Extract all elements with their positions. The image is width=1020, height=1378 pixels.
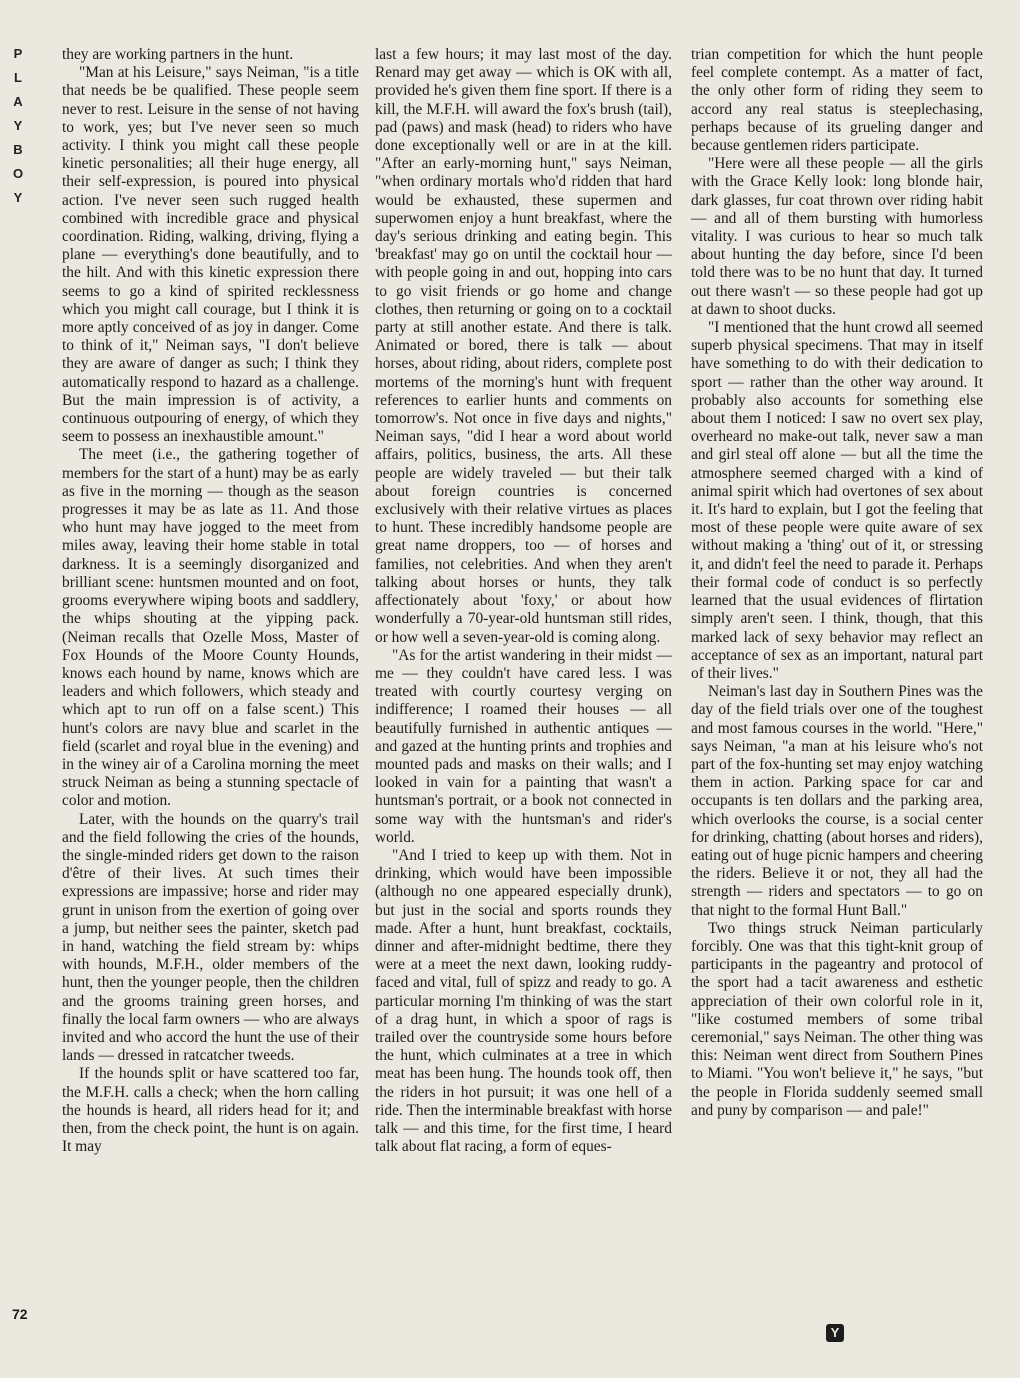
text-column-2	[375, 46, 672, 1156]
paragraph: Later, with the hounds on the quarry's trail and the field following the cries of the hounds, the single-minded riders get down to the raison d'être of their lives. At such times their expressions are impassive; horse and rider may grunt in unison from the exertion of going over a jump, but neither sees the painter, sketch pad in hand, watching the field stream by: whips with hounds, M.F.H., older members of the hunt, then the younger people, then the children and the grooms training green horses, and finally the local farm owners — who are always invited and who accord the hunt the use of their lands — dressed in ratcatcher tweeds.	[62, 810, 359, 1065]
end-of-article-mark: Y	[826, 1324, 844, 1342]
magazine-letter: A	[13, 94, 23, 109]
magazine-letter: P	[13, 46, 23, 61]
text-column-3	[691, 46, 983, 1120]
paragraph: "I mentioned that the hunt crowd all seemed superb physical specimens. That may in itself have something to do with their dedication to sport — rather than the other way around. It probably also accounts for something else about them I noticed: I saw no overt sex play, overheard no make-out talk, never saw a man and girl steal off alone — but all the time the atmosphere seemed charged with a kind of animal spirit which had overtones of sex about it. It's hard to explain, but I got the feeling that most of these people were quite aware of sex without making a 'thing' out of it, or stressing it, and didn't feel the need to parade it. Perhaps their formal code of conduct is so perfectly learned that the usual evidences of flirtation simply aren't seen. I think, though, that this marked lack of sexy behavior may reflect an acceptance of sex as an important, natural part of their lives."	[691, 319, 983, 682]
magazine-letter: Y	[13, 118, 23, 133]
paragraph: they are working partners in the hunt.	[62, 46, 294, 63]
paragraph: "Here were all these people — all the girls with the Grace Kelly look: long blonde hair, dark glasses, fur coat thrown over riding habit — and all of them bursting with humorless vitality. I was curious to hear so much talk about hunting the day before, since I'd been told there was to be no hunt that day. It turned out there wasn't — so these people had got up at dawn to shoot ducks.	[691, 155, 983, 318]
paragraph: Two things struck Neiman particularly forcibly. One was that this tight-knit group of participants in the pageantry and protocol of the sport had a tacit awareness and esthetic appreciation of their own colorful role in it, "like costumed members of some tribal ceremonial," says Neiman. The other thing was this: Neiman went direct from Southern Pines to Miami. "You won't believe it," he says, "but the people in Florida suddenly seemed small and puny by comparison — and pale!"	[691, 919, 983, 1119]
paragraph: Neiman's last day in Southern Pines was the day of the field trials over one of the toughest and most famous courses in the world. "Here," says Neiman, "a man at his leisure who's not part of the fox-hunting set may enjoy watching them in action. Parking space for car and occupants is ten dollars and the parking area, which overlooks the course, is a social center for drinking, chatting (about horses and riders), eating out of huge picnic hampers and cheering the riders. Believe it or not, they all had the strength — riders and spectators — to go on that night to the formal Hunt Ball."	[691, 683, 983, 919]
magazine-name-vertical	[10, 42, 26, 210]
text-column-1	[62, 46, 359, 1156]
paragraph: The meet (i.e., the gathering together of members for the start of a hunt) may be as early as five in the morning — though as the season progresses it may be as late as 11. And those who hunt may have jogged to the meet from miles away, leaving their home stable in total darkness. It is a seemingly disorganized and brilliant scene: huntsmen mounted and on foot, grooms everywhere wiping boots and saddlery, the whips shouting at the yipping pack. (Neiman recalls that Ozelle Moss, Master of Fox Hounds of the Moore County Hounds, knows each hound by name, knows which are leaders and which followers, which steady and which apt to run off on a false scent.) This hunt's colors are navy blue and scarlet in the field (scarlet and royal blue in the evening) and in the winey air of a Carolina morning the meet struck Neiman as being a stunning spectacle of color and motion.	[62, 446, 359, 810]
magazine-letter: B	[13, 142, 23, 157]
page-number: 72	[12, 1306, 28, 1322]
paragraph: trian competition for which the hunt people feel complete contempt. As a matter of fact, the only other form of riding they seem to accord any real status is steeplechasing, perhaps because of its grueling danger and because gentlemen riders participate.	[691, 46, 983, 155]
paragraph: "As for the artist wandering in their midst — me — they couldn't have cared less. I was treated with courtly courtesy verging on indifference; I roamed their houses — all beautifully furnished in authentic antiques — and gazed at the hunting prints and trophies and mounted pads and masks on their walls; and I looked in vain for a painting that wasn't a huntsman's portrait, or a book not connected in some way with the huntsman's and rider's world.	[375, 646, 672, 846]
paragraph: "And I tried to keep up with them. Not in drinking, which would have been impossible (although no one appeared especially drunk), but just in the social and sports rounds they made. After a hunt, hunt breakfast, cocktails, dinner and after-midnight bedtime, there they were at a meet the next dawn, looking ruddy-faced and vital, full of spizz and ready to go. A particular morning I'm thinking of was the start of a drag hunt, in which a spoor of rags is trailed over the countryside some hours before the hunt, which culminates at a tree in which meat has been hung. The hounds took off, then the riders in hot pursuit; it was one hell of a ride. Then the interminable breakfast with horse talk — and this time, for the first time, I heard talk about flat racing, a form of eques-	[375, 846, 672, 1156]
magazine-letter: O	[12, 166, 24, 181]
paragraph: "Man at his Leisure," says Neiman, "is a title that needs be be qualified. These people seem never to rest. Leisure in the sense of not having to work, yes; but I've never seen so much activity. I think you might call these people kinetic personalities; all their huge energy, all their self-expression, is poured into physical action. I've never seen such rugged health combined with incredible grace and physical coordination. Riding, walking, driving, flying a plane — everything's done beautifully, and to the hilt. And with this kinetic expression there seems to go a kind of spirited recklessness which you might call courage, but I think it is more aptly conceived of as joy in danger. Come to think of it," Neiman says, "I don't believe they are aware of danger as such; I think they automatically respond to hazard as a challenge. But the main impression is of activity, a continuous outpouring of energy, of which they seem to possess an inexhaustible amount."	[62, 64, 359, 446]
magazine-letter: L	[14, 70, 22, 85]
magazine-letter: Y	[13, 190, 23, 205]
paragraph: last a few hours; it may last most of the day. Renard may get away — which is OK with all, provided he's given them fine sport. If there is a kill, the M.F.H. will award the fox's brush (tail), pad (paws) and mask (head) to riders who have done exceptionally well or are in at the kill. "After an early-morning hunt," says Neiman, "when ordinary mortals who'd ridden that hard would be exhausted, these supermen and superwomen enjoy a hunt breakfast, where the day's serious drinking and eating begin. This 'breakfast' may go on until the cocktail hour — with people going in and out, hopping into cars to go visit friends or go home and change clothes, then returning or going on to a cocktail party at still another estate. And there is talk. Animated or bored, there is talk — about horses, about riding, about riders, complete post mortems of the morning's hunt with frequent references to earlier hunts and comments on tomorrow's. Not once in five days and nights," Neiman says, "did I hear a word about world affairs, politics, business, the arts. All these people are widely traveled — but their talk about foreign countries is concerned exclusively with their relative virtues as places to hunt. These incredibly handsome people are great name droppers, too — of horses and families, not celebrities. And when they aren't talking about horses or hunts, they talk affectionately about 'foxy,' or about how wonderfully a 70-year-old huntsman still rides, or how well a seven-year-old is coming along.	[375, 46, 672, 646]
paragraph: If the hounds split or have scattered too far, the M.F.H. calls a check; when the horn calling the hounds is heard, all riders head for it; and then, from the check point, the hunt is on again. It may	[62, 1065, 359, 1156]
